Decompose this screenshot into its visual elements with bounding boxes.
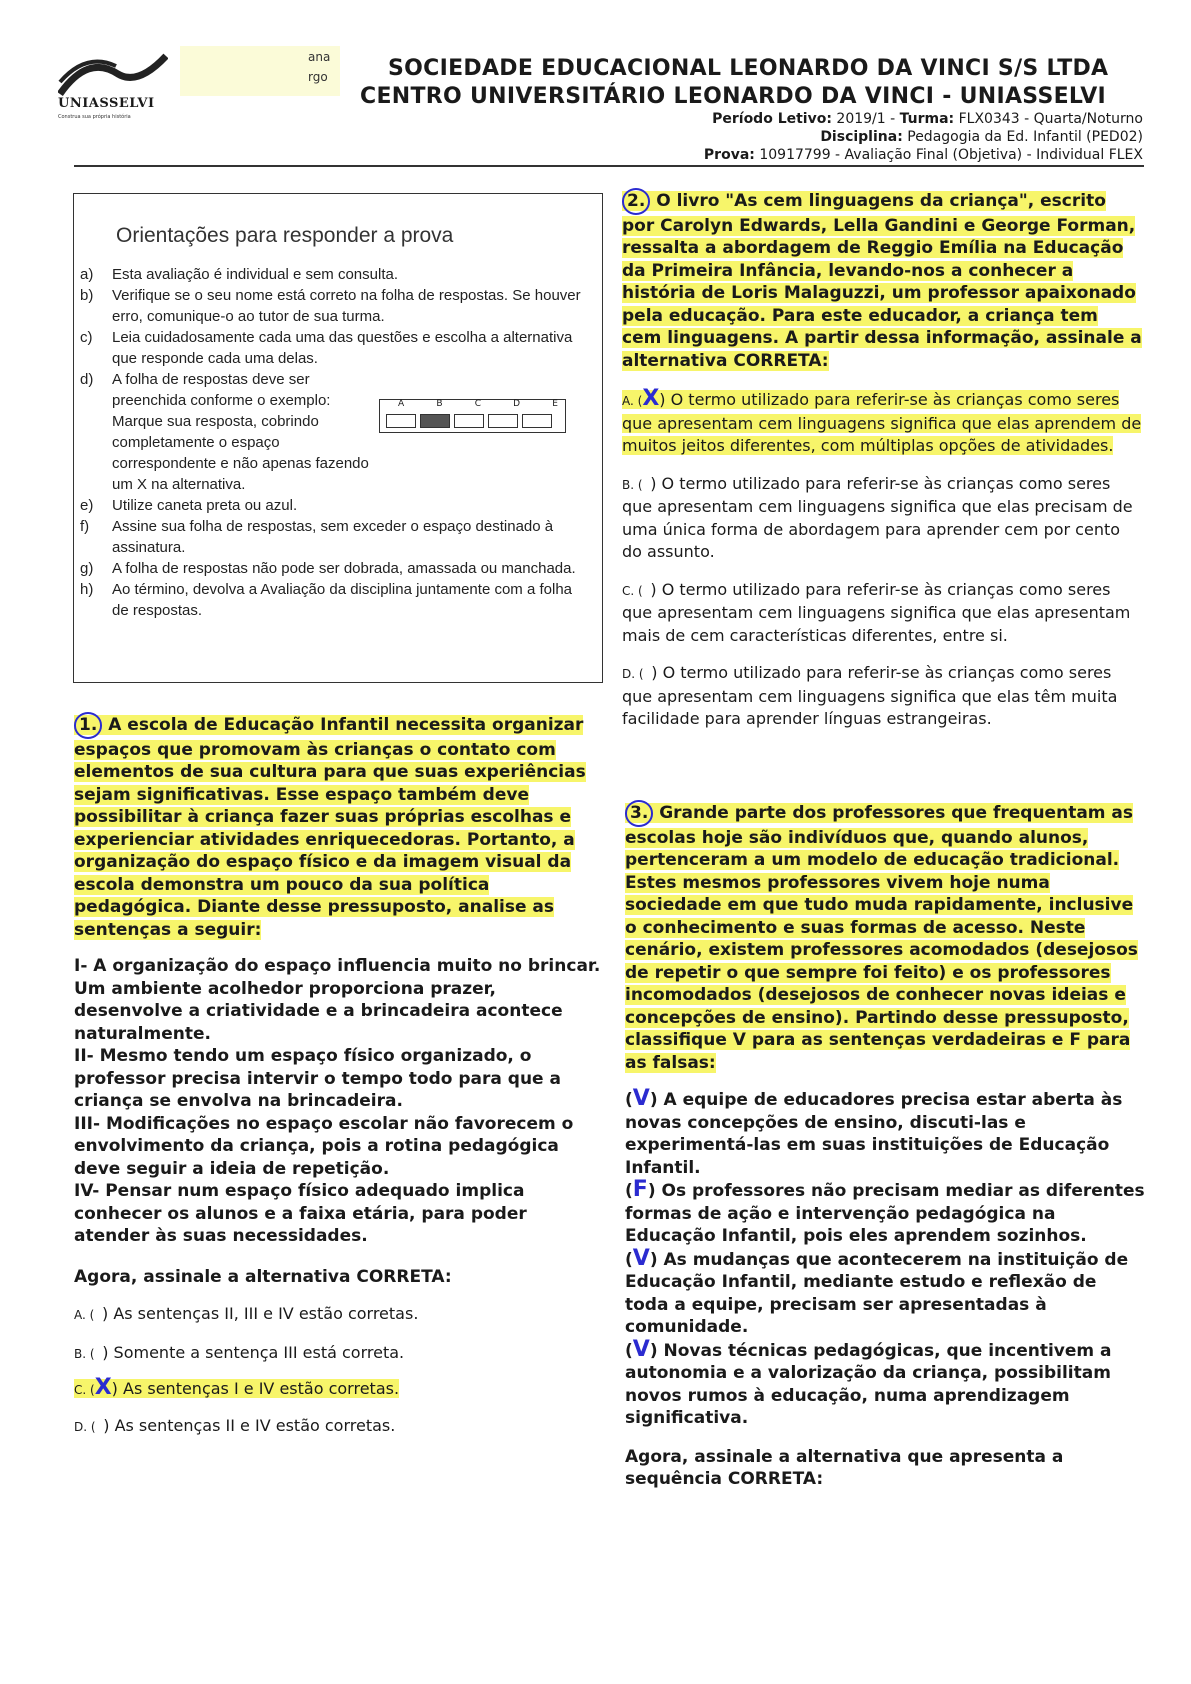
- answer-sample: [379, 399, 566, 433]
- sample-box-filled: [420, 414, 450, 428]
- sample-letter: C: [474, 399, 481, 409]
- q3-item-1[interactable]: (V) A equipe de educadores precisa estar aberta às novas concepções de ensino, discuti-las e experimentá-las em suas instituições de Educação Infantil.: [625, 1086, 1123, 1178]
- q3-prompt: Agora, assinale a alternativa que apresenta a sequência CORRETA:: [625, 1446, 1064, 1489]
- sample-letter: A: [398, 399, 405, 409]
- turma-value: FLX0343 - Quarta/Noturno: [958, 111, 1143, 127]
- instruction-item: d) A folha de respostas deve ser preenchida conforme o exemplo: Marque sua resposta, cobrindo completamente o espaço correspondente e não apenas fazendo um X na alternativa.: [80, 371, 369, 493]
- turma-label: Turma:: [899, 111, 955, 127]
- q1-sentence-3: III- Modificações no espaço escolar não favorecem o envolvimento da criança, pois a rotina pedagógica deve seguir a ideia de repetição.: [74, 1113, 574, 1179]
- prova-value: 10917799 - Avaliação Final (Objetiva) - Individual FLEX: [759, 147, 1143, 163]
- q3-item-4[interactable]: (V) Novas técnicas pedagógicas, que incentivem a autonomia e a valorização da criança, possibilitam novos rumos à educação, numa aprendizagem significativa.: [625, 1336, 1112, 1428]
- instructions-title: Orientações para responder a prova: [116, 224, 454, 247]
- header-institution: SOCIEDADE EDUCACIONAL LEONARDO DA VINCI S/S LTDA: [388, 56, 1109, 81]
- partial-text-1: ana: [308, 50, 331, 64]
- question-3-number: 3.: [625, 800, 653, 827]
- q1-prompt: Agora, assinale a alternativa CORRETA:: [74, 1266, 452, 1287]
- question-3-stem: 3. Grande parte dos professores que frequentam as escolas hoje são indivíduos que, quando alunos, pertenceram a um modelo de educação tradicional. Estes mesmos professores vivem hoje numa sociedade em que tudo muda rapidamente, inclusive o conhecimento e suas formas de acesso. Neste cenário, existem professores acomodados (desejosos de repetir o que sempre foi feito) e os professores incomodados (desejosos de conhecer novas ideias e concepções de ensino). Partindo desse pressuposto, classifique V para as sentenças verdadeiras e F para as falsas:: [625, 800, 1145, 1074]
- q1-option-a[interactable]: A. ( ) As sentenças II, III e IV estão corretas.: [74, 1304, 419, 1323]
- header-university: CENTRO UNIVERSITÁRIO LEONARDO DA VINCI - UNIASSELVI: [360, 84, 1107, 109]
- instruction-item: f) Assine sua folha de respostas, sem exceder o espaço destinado à assinatura.: [80, 518, 554, 556]
- sample-letter: D: [513, 399, 521, 409]
- q2-option-c[interactable]: C. ( ) O termo utilizado para referir-se às crianças como seres que apresentam cem linguagens significa que elas apresentam mais de cem características diferentes, entre si.: [622, 579, 1131, 645]
- header-disciplina: [523, 128, 1143, 146]
- partial-text-2: rgo: [308, 70, 328, 84]
- q1-sentence-1: I- A organização do espaço influencia muito no brincar. Um ambiente acolhedor proporciona prazer, desenvolve a criatividade e a brincadeira acontece naturalmente.: [74, 956, 601, 1044]
- prova-label: Prova:: [703, 147, 755, 163]
- instruction-item: c) Leia cuidadosamente cada uma das questões e escolha a alternativa que responde cada uma delas.: [80, 329, 573, 367]
- logo-slogan: Construa sua própria história: [58, 114, 131, 120]
- q2-option-a[interactable]: A. (X) O termo utilizado para referir-se às crianças como seres que apresentam cem linguagens significa que elas aprendem de muitos jeitos diferentes, com múltiplas opções de atividades.: [622, 386, 1142, 455]
- question-1-number: 1.: [74, 712, 102, 739]
- periodo-label: Período Letivo:: [712, 111, 832, 127]
- redacted-student-name: [180, 46, 340, 96]
- disciplina-label: Disciplina:: [820, 129, 903, 145]
- disciplina-value: Pedagogia da Ed. Infantil (PED02): [907, 129, 1143, 145]
- question-2-number: 2.: [622, 188, 650, 215]
- sample-box: [522, 414, 552, 428]
- q1-option-c[interactable]: C. (X) As sentenças I e IV estão corretas.: [74, 1375, 400, 1400]
- sample-letter: E: [552, 399, 558, 409]
- instructions-box: [73, 193, 603, 683]
- instruction-item: b) Verifique se o seu nome está correto na folha de respostas. Se houver erro, comunique-o ao tutor de sua turma.: [80, 287, 581, 325]
- sample-letter: B: [436, 399, 443, 409]
- logo-wave-icon: [58, 52, 168, 96]
- question-1: [74, 712, 604, 1438]
- sample-box: [488, 414, 518, 428]
- instruction-item: e) Utilize caneta preta ou azul.: [80, 497, 298, 514]
- question-1-stem: 1. A escola de Educação Infantil necessita organizar espaços que promovam às crianças o contato com elementos de sua cultura para que suas experiências sejam significativas. Esse espaço também deve possibilitar à criança fazer suas próprias escolhas e experienciar atividades enriquecedoras. Portanto, a organização do espaço físico e da imagem visual da escola demonstra um pouco da sua política pedagógica. Diante desse pressuposto, analise as sentenças a seguir:: [74, 712, 604, 941]
- q1-option-b[interactable]: B. ( ) Somente a sentença III está correta.: [74, 1342, 405, 1362]
- sample-box: [386, 414, 416, 428]
- instruction-item: h) Ao término, devolva a Avaliação da disciplina juntamente com a folha de respostas.: [80, 581, 572, 619]
- question-2: [622, 188, 1142, 731]
- q1-option-d[interactable]: D. ( ) As sentenças II e IV estão corretas.: [74, 1415, 396, 1435]
- q1-sentence-2: II- Mesmo tendo um espaço físico organizado, o professor precisa intervir o tempo todo para que a criança se envolva na brincadeira.: [74, 1046, 561, 1111]
- q3-item-3[interactable]: (V) As mudanças que acontecerem na instituição de Educação Infantil, mediante estudo e reflexão de toda a equipe, precisam ser apresentadas à comunidade.: [625, 1245, 1129, 1337]
- header-divider: [74, 165, 1144, 167]
- answer-x-mark: X: [94, 1375, 112, 1400]
- header-prova: [523, 146, 1143, 164]
- question-3: [625, 800, 1145, 1491]
- q3-item-2[interactable]: (F) Os professores não precisam mediar as diferentes formas de ação e intervenção pedagógica na Educação Infantil, pois eles aprendem sozinhos.: [625, 1177, 1145, 1246]
- answer-x-mark: X: [642, 386, 660, 411]
- q2-option-b[interactable]: B. ( ) O termo utilizado para referir-se às crianças como seres que apresentam cem linguagens significa que elas precisam de uma única forma de abordagem para aprender cem por cento do assunto.: [622, 473, 1133, 561]
- instructions-list: [80, 264, 590, 621]
- q1-sentence-4: IV- Pensar num espaço físico adequado implica conhecer os alunos e a faixa etária, para poder atender às suas necessidades.: [74, 1181, 527, 1246]
- sample-box: [454, 414, 484, 428]
- question-2-stem: 2. O livro "As cem linguagens da criança", escrito por Carolyn Edwards, Lella Gandini e George Forman, ressalta a abordagem de Reggio Emília na Educação da Primeira Infância, levando-nos a conhecer a história de Loris Malaguzzi, um professor apaixonado pela educação. Para este educador, a criança tem cem linguagens. A partir dessa informação, assinale a alternativa CORRETA:: [622, 188, 1142, 372]
- instruction-item: a) Esta avaliação é individual e sem consulta.: [80, 266, 398, 283]
- logo-brand: UNIASSELVI: [58, 96, 155, 111]
- uniasselvi-logo: [58, 52, 168, 124]
- q2-option-d[interactable]: D. ( ) O termo utilizado para referir-se às crianças como seres que apresentam cem linguagens significa que elas têm muita facilidade para aprender línguas estrangeiras.: [622, 663, 1118, 728]
- periodo-value: 2019/1: [836, 111, 886, 127]
- instruction-item: g) A folha de respostas não pode ser dobrada, amassada ou manchada.: [80, 560, 576, 577]
- header-periodo: Período Letivo: 2019/1 - Turma: FLX0343 - Quarta/Noturno: [712, 111, 1143, 127]
